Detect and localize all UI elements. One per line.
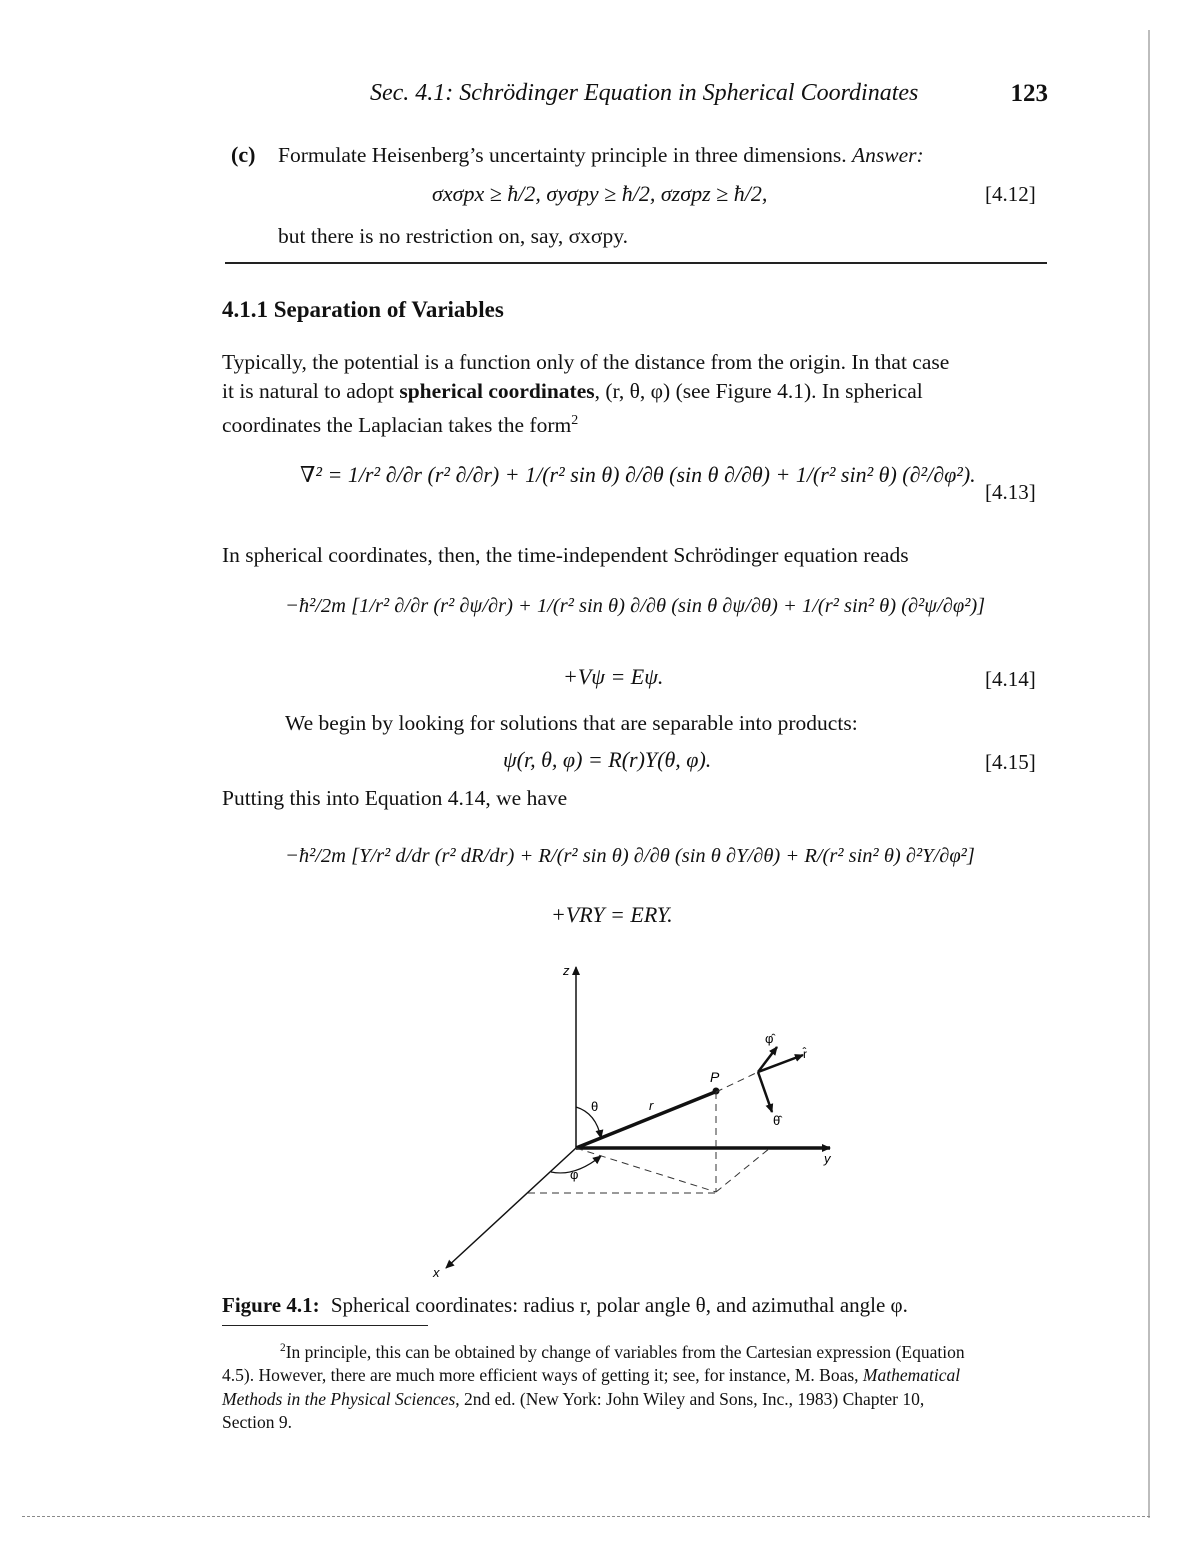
page-edge-right (1148, 30, 1150, 1518)
page-number: 123 (1010, 80, 1048, 107)
separated-equation-line-1: −ħ²/2m [Y/r² d/dr (r² dR/dr) + R/(r² sin θ) ∂/∂θ (sin θ ∂Y/∂θ) + R/(r² sin² θ) ∂²Y/∂φ²] (285, 845, 975, 867)
paragraph-1 (222, 348, 1052, 440)
extension-line (716, 1072, 758, 1092)
footnote-line-3: Methods in the Physical Sciences, 2nd ed. (New York: John Wiley and Sons, Inc., 1983) Chapter 10, (222, 1388, 925, 1409)
equation-number-4-12: [4.12] (985, 182, 1036, 206)
equation-4-13: ∇² = 1/r² ∂/∂r (r² ∂/∂r) + 1/(r² sin θ) ∂/∂θ (sin θ ∂/∂θ) + 1/(r² sin² θ) (∂²/∂φ²). (300, 462, 976, 487)
equation-4-13-term-1: 1/r² ∂/∂r (r² ∂/∂r) (347, 462, 500, 487)
phi-label: φ (570, 1167, 579, 1182)
theta-label: θ (591, 1099, 599, 1114)
footnote-ref: 2 (571, 413, 579, 428)
phi-hat-label: φ̂ (765, 1031, 774, 1046)
figure-spherical-coordinates (420, 955, 860, 1285)
section-heading: 4.1.1 Separation of Variables (222, 297, 504, 322)
projection-to-y (716, 1148, 770, 1192)
r-hat-label: r̂ (803, 1047, 807, 1061)
problem-label-block (231, 140, 255, 170)
r-label: r (649, 1098, 654, 1113)
footnote-rule (222, 1325, 428, 1326)
y-label: y (824, 1151, 831, 1166)
problem-label: (c) (231, 142, 256, 167)
equation-number-4-15: [4.15] (985, 750, 1036, 774)
page-edge-bottom (22, 1516, 1150, 1517)
answer-label: Answer: (852, 143, 924, 167)
equation-number-4-14: [4.14] (985, 667, 1036, 691)
equation-4-13-term-2: 1/(r² sin θ) ∂/∂θ (sin θ ∂/∂θ) (525, 462, 770, 487)
figure-caption-label: Figure 4.1: (222, 1293, 320, 1317)
paragraph-1-line-1: Typically, the potential is a function only of the distance from the origin. In that case (222, 350, 950, 374)
equation-4-12: σxσpx ≥ ħ/2, σyσpy ≥ ħ/2, σzσpz ≥ ħ/2, (432, 181, 768, 206)
z-label: z (563, 963, 570, 978)
equation-4-15: ψ(r, θ, φ) = R(r)Y(θ, φ). (503, 747, 712, 772)
problem-rule (225, 262, 1047, 264)
footnote (222, 1337, 1047, 1435)
figure-caption-text: Spherical coordinates: radius r, polar angle θ, and azimuthal angle φ. (330, 1293, 908, 1317)
footnote-line-2: 4.5). However, there are much more efficient ways of getting it; see, for instance, M. Boas, Mathematical (222, 1365, 961, 1386)
theta-hat-label: θ̂ (773, 1113, 781, 1128)
footnote-line-1: $^2$In principle, this can be obtained by change of variables from the Cartesian expression (Equation (280, 1341, 965, 1362)
header-title: Sec. 4.1: Schrödinger Equation in Spherical Coordinates (370, 80, 919, 106)
paragraph-1-line-2: it is natural to adopt spherical coordinates, (r, θ, φ) (see Figure 4.1). In spherical (222, 379, 923, 403)
equation-4-14-line-2: +Vψ = Eψ. (563, 664, 664, 689)
footnote-marker: 2 (280, 1342, 286, 1354)
theta-hat-vector (758, 1072, 772, 1112)
paragraph-3: We begin by looking for solutions that are separable into products: (285, 711, 858, 735)
paragraph-1-line-3: coordinates the Laplacian takes the form$^2$ (222, 413, 579, 438)
equation-4-14-line-1: −ħ²/2m [1/r² ∂/∂r (r² ∂ψ/∂r) + 1/(r² sin θ) ∂/∂θ (sin θ ∂ψ/∂θ) + 1/(r² sin² θ) (∂²ψ/∂φ²)] (285, 595, 986, 617)
equation-number-4-13: [4.13] (985, 480, 1036, 504)
projection-radial (576, 1148, 716, 1192)
paragraph-2: In spherical coordinates, then, the time-independent Schrödinger equation reads (222, 543, 909, 567)
running-header (370, 80, 1048, 114)
x-label: x (433, 1265, 440, 1280)
spherical-coordinates-term: spherical coordinates (399, 379, 595, 403)
equation-4-13-lhs: ∇² = (300, 462, 343, 487)
footnote-line-4: Section 9. (222, 1412, 292, 1433)
x-axis (446, 1148, 579, 1268)
separated-equation-line-2: +VRY = ERY. (551, 902, 673, 927)
paragraph-4: Putting this into Equation 4.14, we have (222, 786, 568, 810)
problem-prompt-line (278, 141, 1058, 170)
problem-note: but there is no restriction on, say, σxσpy. (278, 224, 628, 248)
equation-4-13-term-3: 1/(r² sin² θ) (∂²/∂φ²). (795, 462, 976, 487)
problem-prompt: Formulate Heisenberg’s uncertainty principle in three dimensions. (278, 143, 847, 167)
figure-caption (222, 1293, 908, 1318)
p-label: P (710, 1069, 720, 1085)
